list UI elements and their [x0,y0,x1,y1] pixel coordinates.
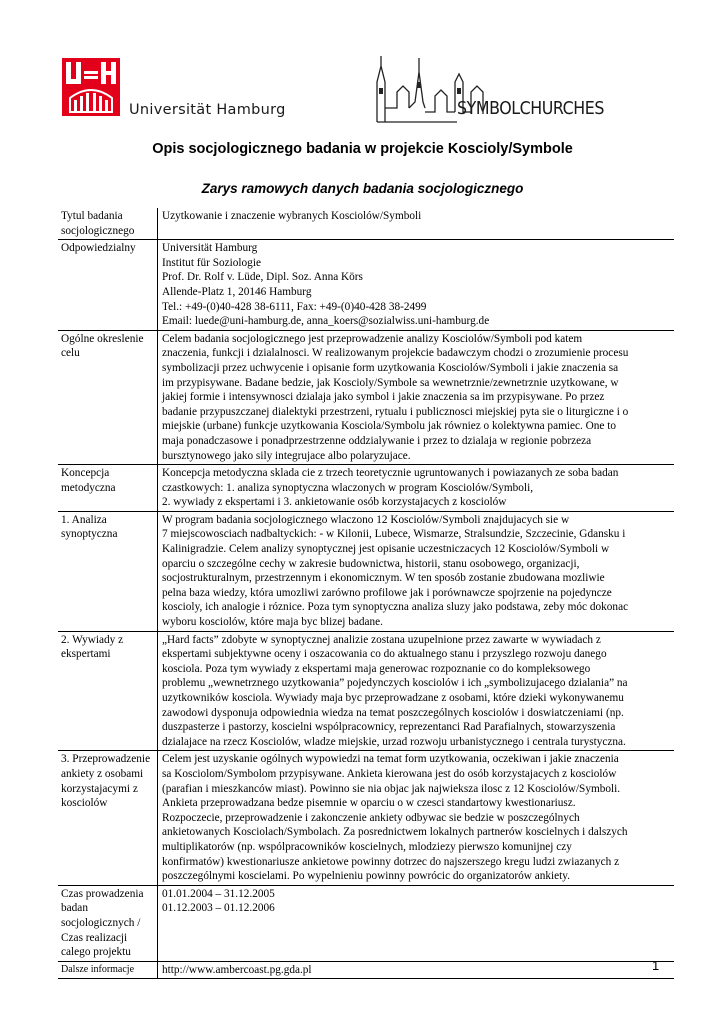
text-line: Kalinigradzie. Celem analizy synoptycznej jest opisanie uczestniczacych 12 Kosciolów/Symboli w [161,543,609,556]
row-label: 1. Analiza synoptyczna [58,511,157,631]
row-value [157,631,674,751]
text-line: 2. wywiady z ekspertami i 3. ankietowanie osób korzystajacych z kosciolów [161,496,506,509]
text-line: (parafian i mieszkanców miast). Powinno sie nia objac jak najwieksza ilosc z 12 Kosciolów/Symboli. [161,782,620,795]
table-row [58,961,674,979]
text-line: kosciola. Poza tym wywiady z ekspertami maja generowac rozpoznanie co do kompleksowego [161,662,590,675]
table-row [58,885,674,961]
table-row [58,240,674,331]
row-value[interactable] [157,961,674,979]
row-label: 3. Przeprowadzenie ankiety z osobami korzystajacymi z kosciolów [58,751,157,885]
text-line: Ankieta przeprowadzana bedze pisemnie w oparciu o w czesci standartowy kwestionariusz. [161,797,576,810]
text-line: Celem jest uzyskanie ogólnych wypowiedzi na temat form uzytkowania, oczekiwan i jakie znaczenia [161,753,619,766]
text-line: wyboru kosciolów, które maja byc blizej badane. [161,616,383,629]
text-line: koscioly, ich analogie i róznice. Poza tym synoptyczna analiza sluzy jako podstawa, zeby móc dokonac [161,601,628,614]
text-line: zawodowi dysponuja odpowiednia wiedza na temat poszczególnych kosciolów i doswiatczeniami (np. [161,706,624,719]
text-line: uzytkowników kosciola. Wywiady maja byc przeprowadzane z osobami, które dzieki wykonywanemu [161,692,624,704]
text-line: Universität Hamburg [161,242,257,255]
table-row [58,631,674,751]
text-line: ankietowanych Kosciolach/Symbolach. Za posrednictwem lokalnych partnerów koscielnych i dalszych [161,826,628,839]
text-line: bursztynowego jako sily integrujace albo polaryzujace. [161,449,411,462]
row-value [157,330,674,464]
text-line: Uzytkowanie i znaczenie wybranych Kosciolów/Symboli [161,210,421,222]
text-line: Allende-Platz 1, 20146 Hamburg [161,285,311,298]
row-label: Dalsze informacje [58,961,157,979]
text-line: symbolizacji przez uchwycenie i opisanie form uzytkowania Kosciolów/Symboli i jakie znaczenia sa [161,361,618,374]
text-line: duszpasterze i pastorzy, koscielni wspólpracownicy, reprezentanci Rad Parafialnych, stowarzyszenia [161,721,615,734]
text-line: problemu „wewnetrznego uzytkowania” pojedynczych kosciolów i ich „symbolizujacego dzialania” na [161,677,628,690]
table-row [58,330,674,464]
row-value [157,751,674,885]
text-line: ekspertami subjektywne oceny i oszacowania co do aktualnego stanu i przyszlego rozwoju danego [161,648,607,661]
table-row [58,751,674,885]
university-name: Universität Hamburg [129,102,286,118]
row-label: Koncepcja metodyczna [58,465,157,512]
text-line: Celem badania socjologicznego jest przeprowadzenie analizy Kosciolów/Symboli pod katem [161,332,582,345]
text-line: multiplikatorów (np. wspólpracowników koscielnych, mlodziezy pierwszo komunijnej czy [161,840,572,853]
info-link[interactable]: http://www.ambercoast.pg.gda.pl [161,963,312,976]
table-row [58,465,674,512]
text-line: badanie przypuszczanej dialektyki przestrzeni, rytualu i publicznosci miejskiej pyta sie o liturgiczne i o [161,405,628,418]
table-row [58,208,674,240]
text-line: 7 miejscowosciach nadbaltyckich: - w Kilonii, Lubece, Wismarze, Stralsundzie, Szczecinie, Gdansku i [161,528,625,541]
text-line: 01.12.2003 – 01.12.2006 [161,902,275,915]
header-logos [0,0,725,135]
text-line: sa Kosciolom/Symbolom przypisywane. Ankieta kierowana jest do osób korzystajacych z kosciolów [161,767,616,780]
row-label: Tytul badania socjologicznego [58,208,157,240]
text-line: socjostrukturalnym, przestrzennym i ekonomicznym. W ten sposób zostanie zbudowana mozliwie [161,572,605,585]
text-line: Tel.: +49-(0)40-428 38-6111, Fax: +49-(0)40-428 38-2499 [161,300,426,313]
row-label: Ogólne okreslenie celu [58,330,157,464]
row-label: Odpowiedzialny [58,240,157,331]
text-line: poszczególnymi koscielami. Po wypelnieniu powinny powrócic do organizatorów ankiety. [161,870,570,883]
row-label: 2. Wywiady z ekspertami [58,631,157,751]
text-line: jakiej formie i intensywnosci dzialaja jako symbol i jakie znaczenia sa im przypisywane. Po przez [161,391,604,404]
text-line: czastkowych: 1. analiza synoptyczna wlaczonych w program Kosciolów/Symboli, [161,481,533,494]
table-row [58,511,674,631]
text-line: pelna baza wiedzy, która umozliwi zarówno profilowe jak i porównawcze spojrzenie na pojedyncze [161,586,612,599]
text-line: Prof. Dr. Rolf v. Lüde, Dipl. Soz. Anna Körs [161,271,363,284]
text-line: znaczenia, funkcji i dzialalnosci. W realizowanym projekcie badawczym chodzi o zrozumienie procesu [161,347,628,360]
text-line: Email: luede@uni-hamburg.de, anna_koers@sozialwiss.uni-hamburg.de [161,315,489,328]
university-hamburg-logo [62,58,120,116]
row-value [157,885,674,961]
row-value [157,511,674,631]
document-title: Opis socjologicznego badania w projekcie Koscioly/Symbole [152,141,573,157]
project-logo-text: SYMBOLCHURCHES [457,98,604,119]
row-value [157,208,674,240]
text-line: oparciu o szczególne cechy w zakresie budownictwa, historii, stanu osobowego, organizacji, [161,557,579,570]
text-line: im przypisywane. Badane bedzie, jak Koscioly/Symbole sa wewnetrznie/zewnetrznie uzytkowane, w [161,376,618,389]
document-subtitle: Zarys ramowych danych badania socjologicznego [201,181,524,196]
row-label: Czas prowadzenia badan socjologicznych / Czas realizacji calego projektu [58,885,157,961]
text-line: Rozpoczecie, przeprowadzenie i zakonczenie ankiety odbywac sie bedzie w poszczególnych [161,811,580,824]
row-value [157,240,674,331]
text-line: konfirmatów) kwestionariusze ankietowe powinny dotrzec do najszerszego kregu ludzi zwiazanych z [161,855,619,868]
text-line: maja ponadczasowe i ponadprzestrzenne oddzialywanie i przez to dzialaja w regionie pobrzeza [161,434,591,447]
row-value [157,465,674,512]
study-info-table [58,208,674,979]
text-line: 01.01.2004 – 31.12.2005 [161,887,275,900]
text-line: Institut für Soziologie [161,256,261,269]
text-line: dzialajace na rzecz Kosciolów, wladze miejskie, urzad rozwoju urbanistycznego i centrala turystyczna. [161,735,626,748]
text-line: „Hard facts” zdobyte w synoptycznej analizie zostana uzupelnione przez zawarte w wywiadach z [161,633,601,646]
page-number: 1 [652,958,660,973]
text-line: Koncepcja metodyczna sklada cie z trzech teoretycznie ugruntowanych i powiazanych ze soba badan [161,467,618,480]
text-line: W program badania socjologicznego wlaczono 12 Kosciolów/Symboli znajdujacych sie w [161,513,569,526]
text-line: miejskie (urbane) funkcje uzytkowania Kosciola/Symbolu jak równiez o kolektywna pamiec. One to [161,420,616,433]
